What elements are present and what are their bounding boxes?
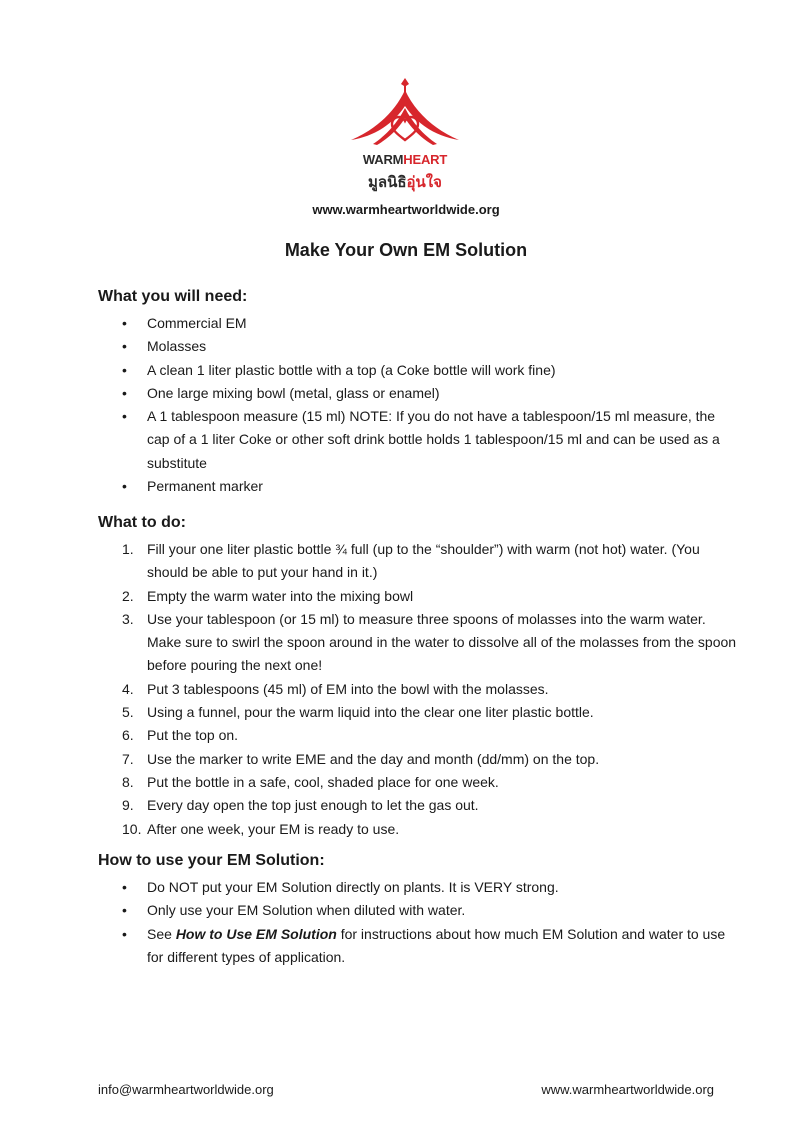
step-number: 10. xyxy=(122,820,142,837)
list-item: • Permanent marker xyxy=(98,475,738,498)
list-item: • One large mixing bowl (metal, glass or enamel) xyxy=(98,382,738,405)
footer-website[interactable]: www.warmheartworldwide.org xyxy=(541,1082,714,1097)
logo-wordmark xyxy=(345,152,465,167)
how-to-use-link[interactable]: How to Use EM Solution xyxy=(175,925,337,942)
todo-list xyxy=(98,538,738,841)
page-title: Make Your Own EM Solution xyxy=(284,240,528,260)
list-item xyxy=(98,818,738,841)
logo-thai-dark: มูลนิธิ xyxy=(368,174,407,191)
list-item xyxy=(98,538,738,585)
see-suffix: for instructions about how much EM Solution and water to use for different types of application. xyxy=(147,925,726,965)
list-item xyxy=(98,701,738,724)
step-text: Using a funnel, pour the warm liquid into the clear one liter plastic bottle. xyxy=(147,704,594,721)
step-number: 4. xyxy=(122,680,134,697)
list-item xyxy=(98,748,738,771)
step-text: Empty the warm water into the mixing bowl xyxy=(147,587,414,604)
step-number: 3. xyxy=(122,610,134,627)
logo-warm-text: WARM xyxy=(362,152,404,167)
howto-list xyxy=(98,876,738,969)
logo-thai-red: อุ่นใจ xyxy=(406,174,442,191)
step-number: 1. xyxy=(122,541,134,557)
step-text: Use the marker to write EME and the day and month (dd/mm) on the top. xyxy=(147,750,600,767)
step-number: 6. xyxy=(122,727,134,744)
list-item: • A 1 tablespoon measure (15 ml) NOTE: If you do not have a tablespoon/15 ml measure, the cap of a 1 liter Coke or other soft drink bottle holds 1 tablespoon/15 ml and can be used as a substitute xyxy=(98,405,738,475)
step-number: 9. xyxy=(122,797,134,814)
logo-heart-text: HEART xyxy=(403,152,448,167)
step-number: 5. xyxy=(122,704,134,721)
section-need-heading: What you will need: xyxy=(98,288,248,305)
section-howto-heading: How to use your EM Solution: xyxy=(98,852,325,869)
list-item: • Only use your EM Solution when diluted with water. xyxy=(98,899,738,922)
step-text: Put the top on. xyxy=(147,727,239,744)
list-item xyxy=(98,678,738,701)
step-text: Put 3 tablespoons (45 ml) of EM into the bowl with the molasses. xyxy=(147,680,549,697)
step-text: After one week, your EM is ready to use. xyxy=(147,820,400,837)
list-item: • Molasses xyxy=(98,335,738,358)
section-need xyxy=(98,286,738,498)
step-text: Every day open the top just enough to let the gas out. xyxy=(147,797,479,814)
list-item xyxy=(98,724,738,747)
roof-heart-icon xyxy=(345,78,465,154)
list-item: • Commercial EM xyxy=(98,312,738,335)
step-text: Fill your one liter plastic bottle ¾ full (up to the “shoulder”) with warm (not hot) water. (You should be able to put your hand in it.) xyxy=(147,541,700,581)
step-number: 2. xyxy=(122,587,134,604)
list-item xyxy=(98,585,738,608)
section-todo xyxy=(98,512,738,841)
logo-thai-text xyxy=(345,170,465,194)
list-item: • Do NOT put your EM Solution directly on plants. It is VERY strong. xyxy=(98,876,738,899)
step-text: Put the bottle in a safe, cool, shaded place for one week. xyxy=(147,773,499,790)
step-text: Use your tablespoon (or 15 ml) to measure three spoons of molasses into the warm water. Make sure to swirl the spoon around in the water to dissolve all of the molasses from the spoon before pouring the next one! xyxy=(147,610,737,674)
section-todo-heading: What to do: xyxy=(98,514,186,531)
header-website[interactable]: www.warmheartworldwide.org xyxy=(312,202,500,217)
footer-email[interactable]: info@warmheartworldwide.org xyxy=(98,1082,274,1097)
step-number: 7. xyxy=(122,750,134,767)
step-number: 8. xyxy=(122,773,134,790)
list-item: • A clean 1 liter plastic bottle with a top (a Coke bottle will work fine) xyxy=(98,359,738,382)
see-prefix: See xyxy=(147,925,176,942)
warmheart-logo xyxy=(345,78,465,190)
list-item xyxy=(98,771,738,794)
section-howto xyxy=(98,850,738,969)
list-item xyxy=(98,923,738,970)
list-item xyxy=(98,608,738,678)
need-list xyxy=(98,312,738,498)
list-item xyxy=(98,794,738,817)
